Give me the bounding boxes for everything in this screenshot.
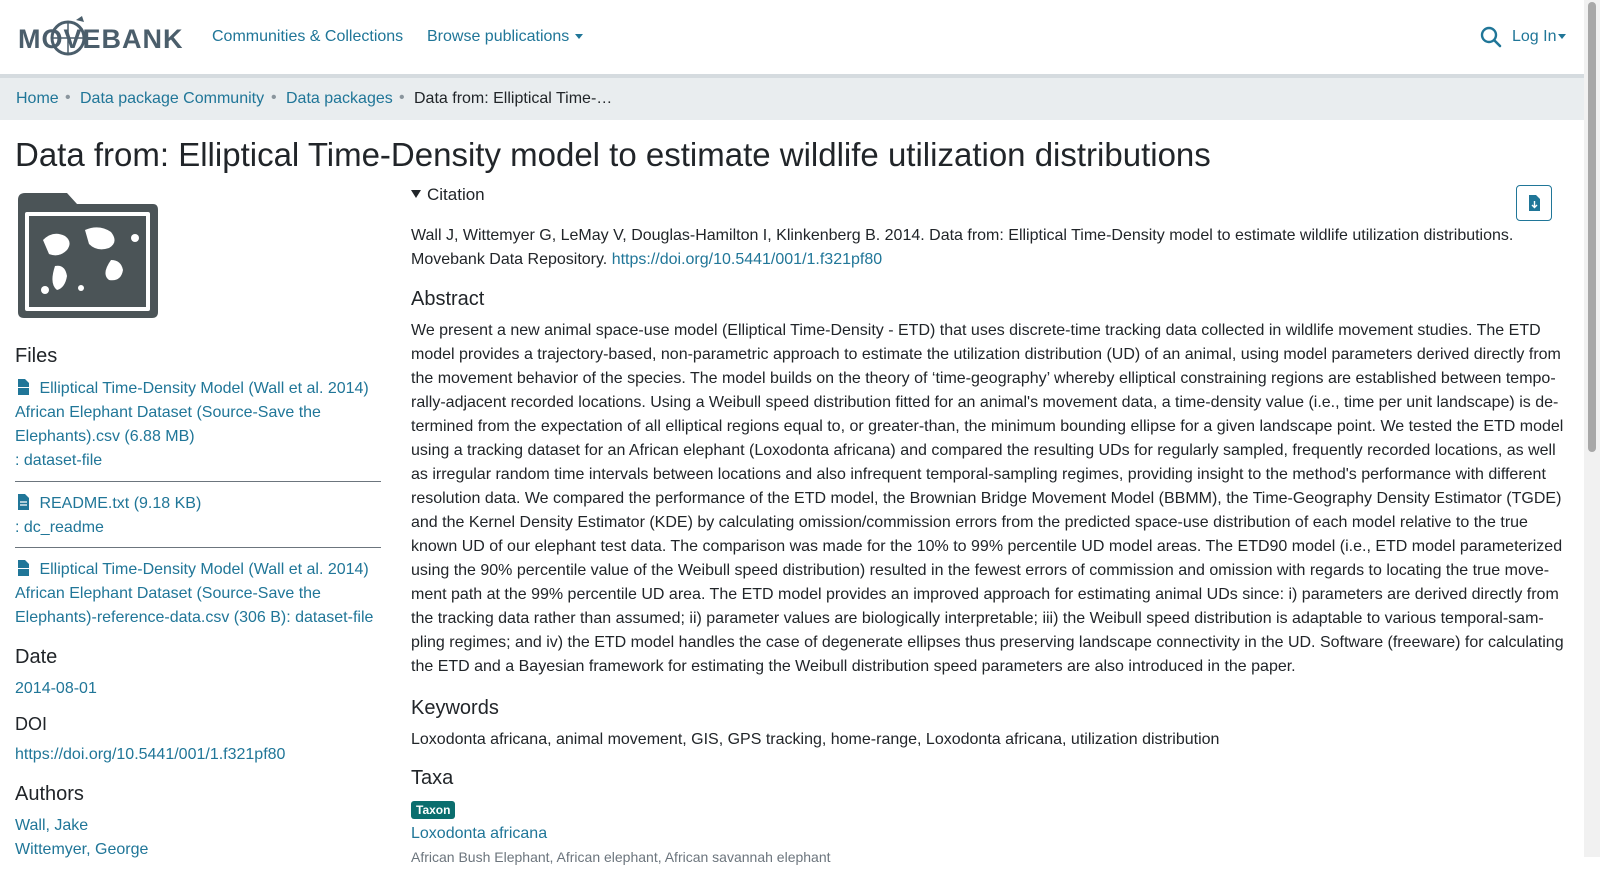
file-link-label: Elliptical Time-Density Model (Wall et al. 2014) African Elephant Dataset (Source-Save the Elephants).csv (6.88 MB) xyxy=(15,380,369,445)
csv-file-icon xyxy=(15,560,31,576)
citation-doi-link[interactable]: https://doi.org/10.5441/001/1.f321pf80 xyxy=(611,251,883,268)
login-label: Log In xyxy=(1512,28,1557,45)
file-type-label: : dc_readme xyxy=(15,519,104,536)
breadcrumb xyxy=(0,78,1584,120)
files-heading: Files xyxy=(15,345,58,367)
breadcrumb-data-package-community[interactable]: Data package Community xyxy=(80,90,265,107)
date-heading: Date xyxy=(15,646,58,668)
login-dropdown[interactable] xyxy=(1512,28,1566,46)
nav-communities-collections[interactable]: Communities & Collections xyxy=(212,28,404,45)
breadcrumb-separator: • xyxy=(271,89,277,106)
citation-toggle-label: Citation xyxy=(427,185,485,204)
abstract-text: We present a new animal space-use model (Elliptical Time-Density - ETD) that uses discrete-time tracking data collected in wildlife movement studies. The ETD model provides a trajectory-based, non-parametric approach to estimate the utilization distribution (UD) of an animal, using model parameters derived directly from the movement behavior of the species. The model builds on the theory of ‘time-geography’ whereby elliptical constraining regions are established between tempo-rally-adjacent recorded locations. Using a Weibull speed distribution fitted for an animal's movement data, a time-density value (i.e., time per unit landscape) is de-termined from the expectation of all elliptical regions equal to, or greater-than, the minimum bounding ellipse for a given landscape point. We tested the ETD model using a tracking dataset for an African elephant (Loxodonta africana) and compared the resulting UDs for regularly sampled, frequently recorded locations, as well as irregular random time intervals between locations and also infrequent temporal-sampling regimes, providing insight to the method's performance with different resolution data. We compared the performance of the ETD model, the Brownian Bridge Movement Model (BBMM), the Time-Geography Density Estimator (TGDE) and the Kernel Density Estimator (KDE) by calculating omission/commission errors from the predicted space-use distribution of each model relative to the true known UD of our elephant test data. The comparison was made for the 10% to 99% percentile UD model areas. The ETD90 model (i.e., ETD model parameterized using the 90% percentile value of the Weibull speed distribution) resulted in the fewest errors of commission and omission with regards to locating the true move-ment path at the 99% percentile UD area. The ETD model provides an improved approach for estimating animal UDs since: i) parameters are derived directly from the tracking data rather than assumed; ii) parameter values are biologically interpretable; iii) the Weibull speed distribution is adaptable to various temporal-sam-pling regimes; and iv) the ETD model handles the case of degenerate ellipses thus preserving landscape connectivity in the UD. Software (freeware) for calculating the ETD and a Bayesian framework for estimating the Weibull distribution speed parameters are also introduced in the paper. xyxy=(411,322,1564,675)
search-icon[interactable] xyxy=(1480,26,1502,48)
file-link-label: README.txt (9.18 KB) xyxy=(39,495,202,512)
file-link[interactable] xyxy=(15,561,373,626)
taxon-common-names: African Bush Elephant, African elephant, African savannah elephant xyxy=(411,849,831,865)
breadcrumb-data-packages[interactable]: Data packages xyxy=(286,90,393,107)
author-link[interactable]: Wittemyer, George xyxy=(15,841,149,858)
export-citation-button[interactable] xyxy=(1516,185,1552,221)
keywords-heading: Keywords xyxy=(411,697,499,719)
keywords-text: Loxodonta africana, animal movement, GIS, GPS tracking, home-range, Loxodonta africana, utilization distribution xyxy=(411,731,1220,748)
breadcrumb-home[interactable]: Home xyxy=(16,90,59,107)
citation-text xyxy=(411,224,1571,272)
taxa-heading: Taxa xyxy=(411,767,454,789)
nav-browse-label: Browse publications xyxy=(427,28,570,45)
file-item xyxy=(15,558,380,630)
file-divider xyxy=(15,481,381,482)
file-link-label: Elliptical Time-Density Model (Wall et al. 2014) African Elephant Dataset (Source-Save the Elephants)-reference-data.csv (306 B): dataset-file xyxy=(15,561,374,626)
page-scrollbar[interactable] xyxy=(1584,0,1600,857)
csv-file-icon xyxy=(15,379,31,395)
authors-heading: Authors xyxy=(15,783,84,805)
doi-link[interactable]: https://doi.org/10.5441/001/1.f321pf80 xyxy=(15,746,286,763)
taxon-badge: Taxon xyxy=(411,801,455,819)
breadcrumb-separator: • xyxy=(65,89,71,106)
file-item xyxy=(15,377,380,473)
taxon-link[interactable]: Loxodonta africana xyxy=(411,825,548,842)
author-link[interactable]: Wall, Jake xyxy=(15,817,89,834)
dataset-thumbnail-image xyxy=(15,190,160,320)
top-navbar xyxy=(0,0,1584,74)
date-value[interactable]: 2014-08-01 xyxy=(15,680,97,697)
breadcrumb-separator: • xyxy=(399,89,405,106)
file-divider xyxy=(15,547,381,548)
file-link[interactable] xyxy=(15,380,369,445)
breadcrumb-current: Data from: Elliptical Time-… xyxy=(414,90,613,107)
file-link[interactable] xyxy=(15,495,201,512)
citation-toggle[interactable] xyxy=(411,185,485,205)
movebank-logo[interactable] xyxy=(18,16,188,60)
scrollbar-thumb[interactable] xyxy=(1588,2,1596,452)
file-item xyxy=(15,492,380,540)
chevron-down-icon xyxy=(575,34,583,39)
triangle-down-icon xyxy=(411,190,421,198)
doi-heading: DOI xyxy=(15,714,48,734)
abstract-heading: Abstract xyxy=(411,288,485,310)
nav-browse-publications[interactable] xyxy=(427,28,583,46)
text-file-icon xyxy=(15,494,31,510)
page-title: Data from: Elliptical Time-Density model to estimate wildlife utilization distributions xyxy=(15,136,1211,173)
chevron-down-icon xyxy=(1558,34,1566,39)
file-type-label: : dataset-file xyxy=(15,452,103,469)
logo-text: MOVEBANK xyxy=(18,24,184,54)
file-export-icon xyxy=(1517,186,1551,220)
citation-body: Wall J, Wittemyer G, LeMay V, Douglas-Hamilton I, Klinkenberg B. 2014. Data from: Elliptical Time-Density model to estimate wildlife utilization distributions. Movebank Data Repository. xyxy=(411,227,1514,268)
